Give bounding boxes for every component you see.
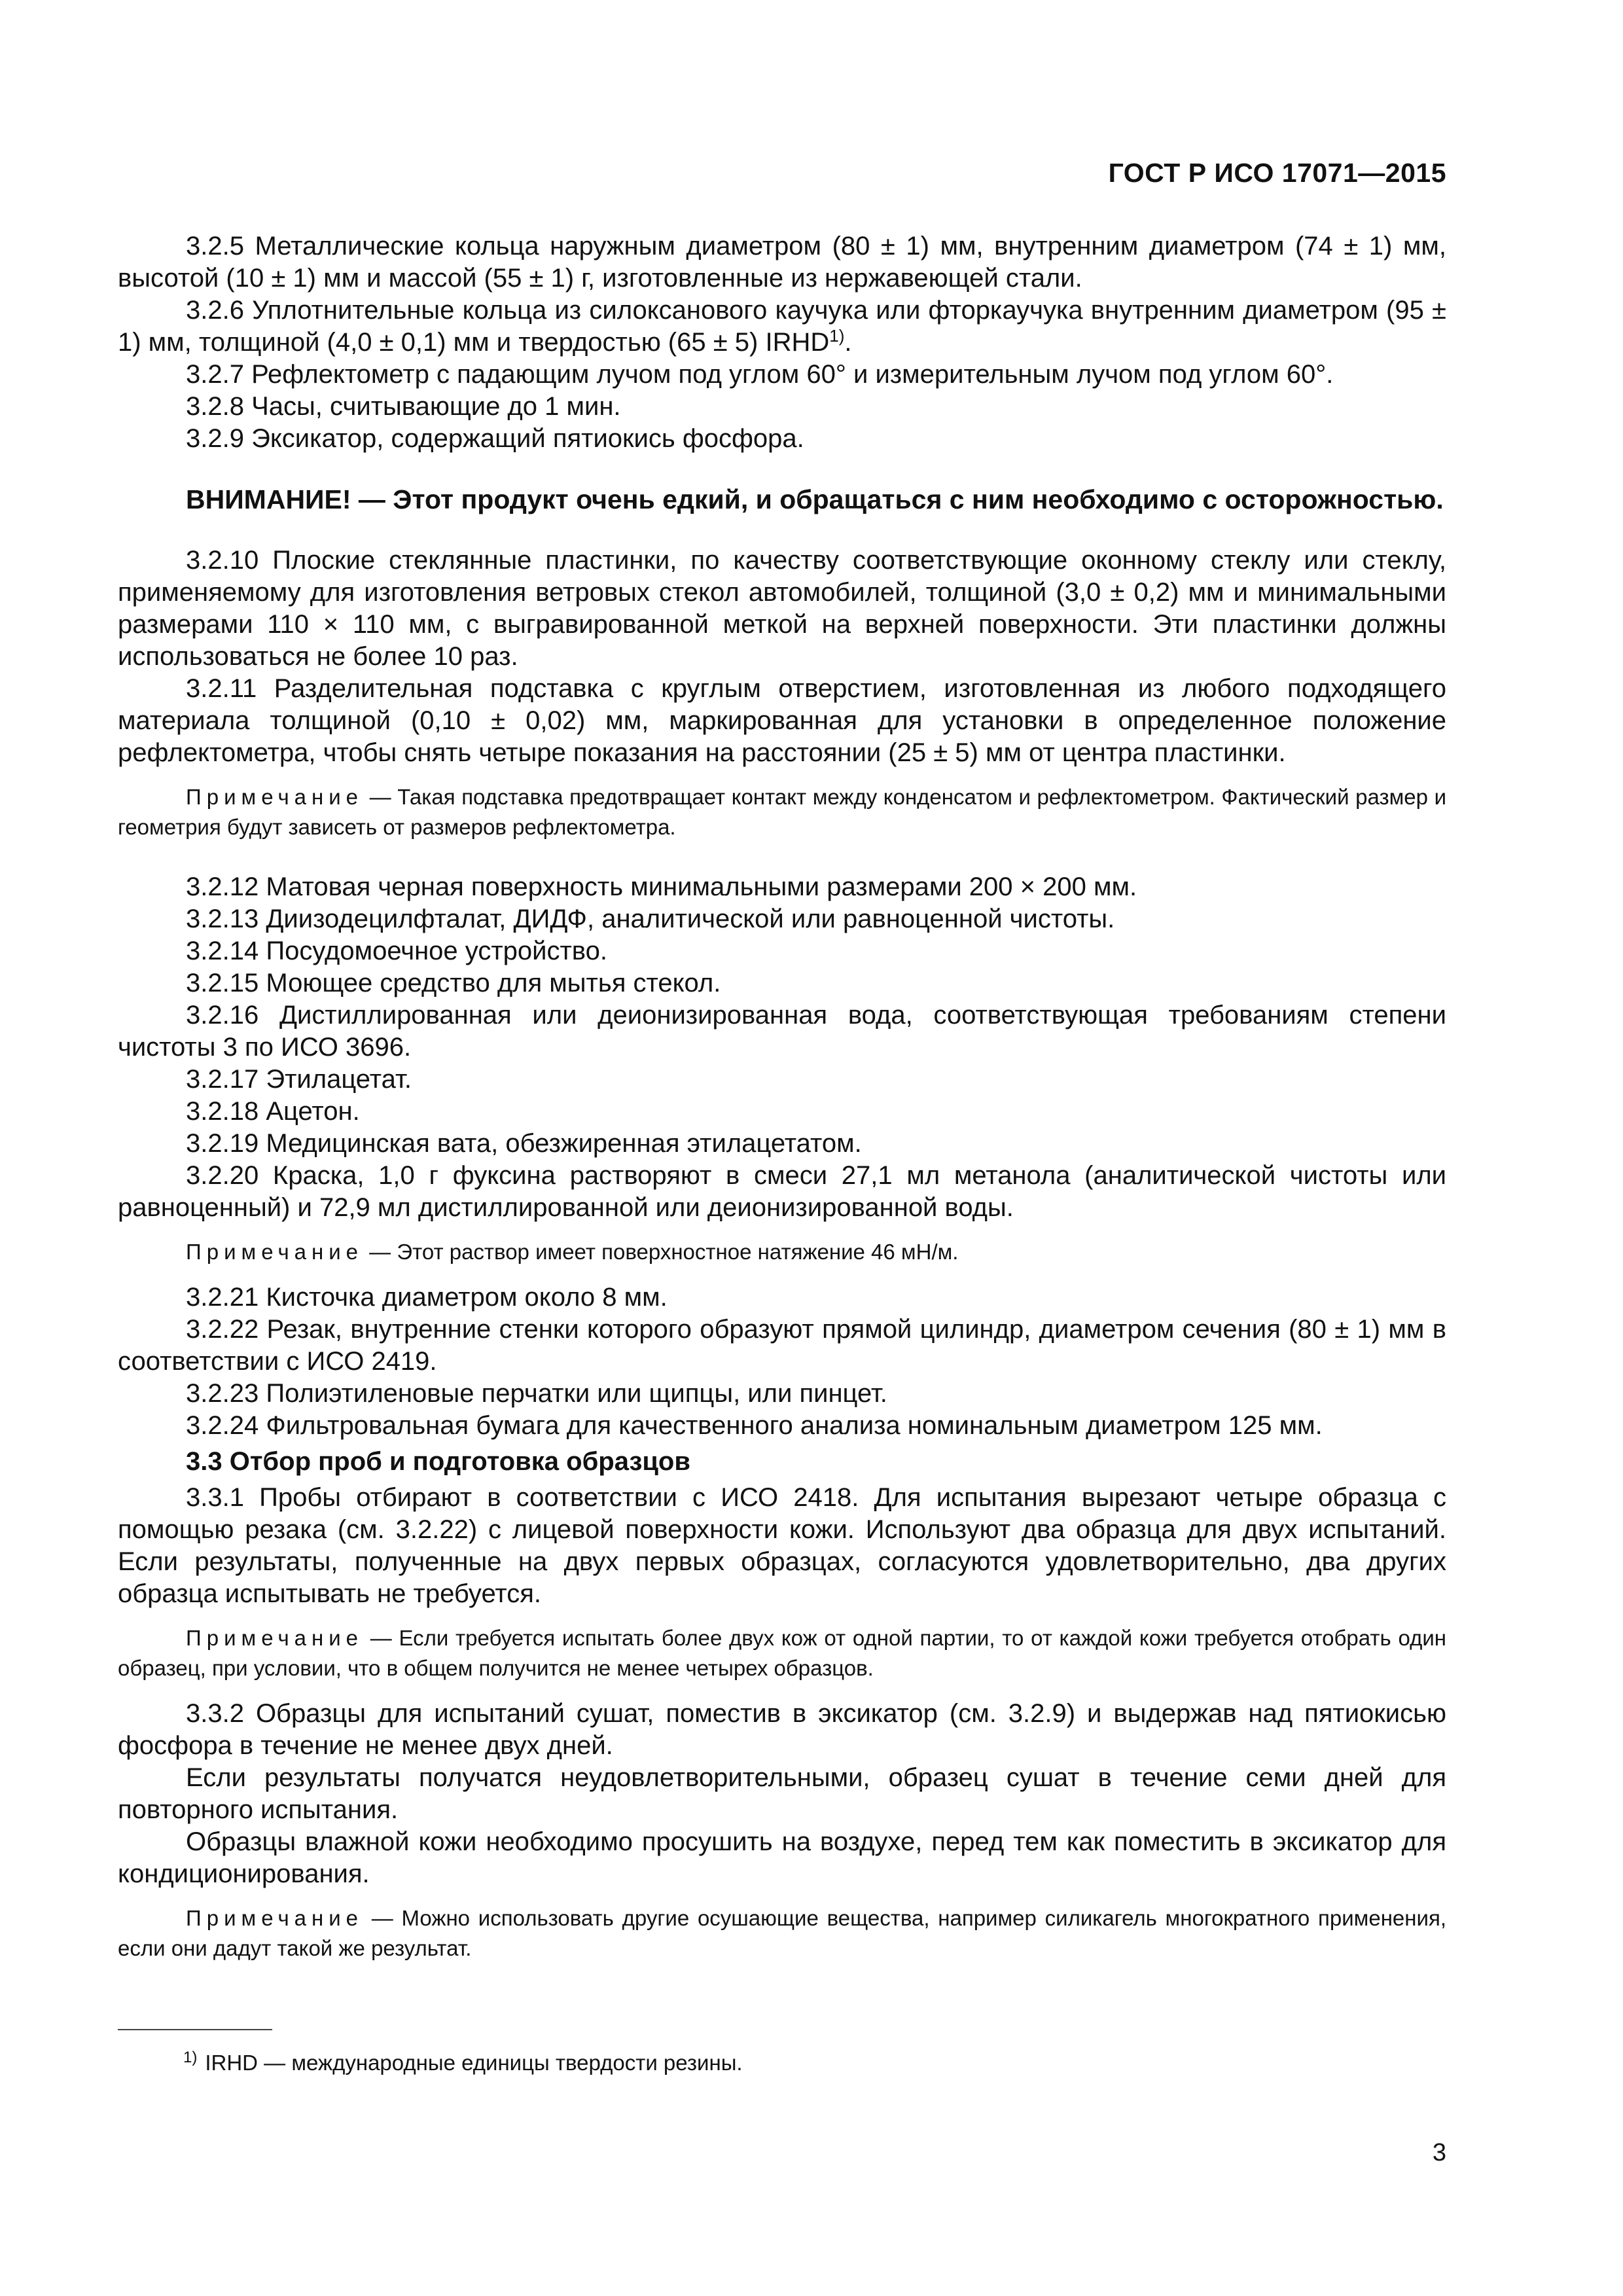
note-3 xyxy=(118,1623,1446,1683)
paragraph-3-2-22: 3.2.22 Резак, внутренние стенки которого образуют прямой цилиндр, диаметром сечения (80 ± 1) мм в соответствии с ИСО 2419. xyxy=(118,1315,1446,1376)
paragraph-3-3-1: 3.3.1 Пробы отбирают в соответствии с ИСО 2418. Для испытания вырезают четыре образца с помощью резака (см. 3.2.22) с лицевой поверхности кожи. Используют два образца для двух испытаний. Если результаты, полученные на двух первых образцах, согласуются удовлетворительно, два других образца испытывать не требуется. xyxy=(118,1483,1446,1608)
footnote xyxy=(183,2049,743,2077)
paragraph-3-3-2: 3.3.2 Образцы для испытаний сушат, поместив в эксикатор (см. 3.2.9) и выдержав над пятиокисью фосфора в течение не менее двух дней. xyxy=(118,1699,1446,1760)
warning-text: ВНИМАНИЕ! — Этот продукт очень едкий, и обращаться с ним необходимо с осторожностью. xyxy=(186,484,1444,514)
paragraph-3-2-5: 3.2.5 Металлические кольца наружным диаметром (80 ± 1) мм, внутренним диаметром (74 ± 1) мм, высотой (10 ± 1) мм и массой (55 ± 1) г, изготовленные из нержавеющей стали. xyxy=(118,232,1446,293)
paragraph-3-2-6: 3.2.6 Уплотнительные кольца из силоксанового каучука или фторкаучука внутренним диаметром (95 ± 1) мм, толщиной (4,0 ± 0,1) мм и твердостью (65 ± 5) IRHD$^{1)}$. xyxy=(118,296,1446,357)
footnote-divider xyxy=(118,2029,272,2030)
note-3-text: — Если требуется испытать более двух кож от одной партии, то от каждой кожи требуется отобрать один образец, при условии, что в общем получится не менее четырех образцов. xyxy=(118,1626,1446,1680)
paragraph-3-2-6-text: 3.2.6 Уплотнительные кольца из силоксанового каучука или фторкаучука внутренним диаметром (95 ± 1) мм, толщиной (4,0 ± 0,1) мм и твердостью (65 ± 5) IRHD xyxy=(118,296,1446,357)
paragraph-3-2-23: 3.2.23 Полиэтиленовые перчатки или щипцы, или пинцет. xyxy=(186,1379,887,1408)
paragraph-3-3-2-cont-1: Если результаты получатся неудовлетворительными, образец сушат в течение семи дней для повторного испытания. xyxy=(118,1763,1446,1824)
paragraph-3-2-17: 3.2.17 Этилацетат. xyxy=(186,1065,412,1094)
document-body xyxy=(118,230,1446,1978)
note-1 xyxy=(118,782,1446,842)
section-title-3-3: 3.3 Отбор проб и подготовка образцов xyxy=(186,1447,690,1476)
paragraph-3-2-14: 3.2.14 Посудомоечное устройство. xyxy=(186,937,607,965)
paragraph-3-2-19: 3.2.19 Медицинская вата, обезжиренная этилацетатом. xyxy=(186,1129,862,1158)
document-code-header: ГОСТ Р ИСО 17071—2015 xyxy=(1108,158,1446,188)
paragraph-3-2-8: 3.2.8 Часы, считывающие до 1 мин. xyxy=(186,392,621,421)
note-label: Примечание xyxy=(186,1240,364,1264)
paragraph-3-2-11: 3.2.11 Разделительная подставка с круглым отверстием, изготовленная из любого подходящего материала толщиной (0,10 ± 0,02) мм, маркированная для установки в определенное положение рефлектометра, чтобы снять четыре показания на расстоянии (25 ± 5) мм от центра пластинки. xyxy=(118,674,1446,767)
note-1-text: — Такая подставка предотвращает контакт между конденсатом и рефлектометром. Фактический размер и геометрия будут зависеть от размеров рефлектометра. xyxy=(118,785,1446,839)
page-number: 3 xyxy=(1432,2139,1446,2166)
paragraph-3-2-13: 3.2.13 Диизодецилфталат, ДИДФ, аналитической или равноценной чистоты. xyxy=(186,905,1115,933)
note-2-text: — Этот раствор имеет поверхностное натяжение 46 мН/м. xyxy=(363,1240,959,1264)
paragraph-3-2-24: 3.2.24 Фильтровальная бумага для качественного анализа номинальным диаметром 125 мм. xyxy=(186,1411,1323,1440)
footnote-reference: 1) xyxy=(829,326,845,346)
paragraph-3-2-10: 3.2.10 Плоские стеклянные пластинки, по качеству соответствующие оконному стеклу или стеклу, применяемому для изготовления ветровых стекол автомобилей, толщиной (3,0 ± 0,2) мм и минимальными размерами 110 × 110 мм, с выгравированной меткой на верхней поверхности. Эти пластинки должны использоваться не более 10 раз. xyxy=(118,546,1446,671)
footnote-mark: 1) xyxy=(183,2049,198,2066)
paragraph-3-2-18: 3.2.18 Ацетон. xyxy=(186,1097,360,1126)
note-label: Примечание xyxy=(186,1626,364,1650)
note-label: Примечание xyxy=(186,1906,364,1930)
paragraph-3-2-7: 3.2.7 Рефлектометр с падающим лучом под углом 60° и измерительным лучом под углом 60°. xyxy=(186,360,1334,389)
paragraph-3-2-9: 3.2.9 Эксикатор, содержащий пятиокись фосфора. xyxy=(186,424,804,453)
paragraph-3-2-15: 3.2.15 Моющее средство для мытья стекол. xyxy=(186,969,721,997)
note-4 xyxy=(118,1903,1446,1964)
paragraph-3-2-16: 3.2.16 Дистиллированная или деионизированная вода, соответствующая требованиям степени чистоты 3 по ИСО 3696. xyxy=(118,1001,1446,1062)
footnote-text: IRHD — международные единицы твердости резины. xyxy=(205,2051,743,2075)
paragraph-3-2-12: 3.2.12 Матовая черная поверхность минимальными размерами 200 × 200 мм. xyxy=(186,872,1137,901)
paragraph-3-2-21: 3.2.21 Кисточка диаметром около 8 мм. xyxy=(186,1283,668,1312)
note-label: Примечание xyxy=(186,785,364,809)
paragraph-3-2-20: 3.2.20 Краска, 1,0 г фуксина растворяют в смеси 27,1 мл метанола (аналитической чистоты или равноценный) и 72,9 мл дистиллированной или деионизированной воды. xyxy=(118,1161,1446,1222)
paragraph-3-3-2-cont-2: Образцы влажной кожи необходимо просушить на воздухе, перед тем как поместить в эксикатор для кондиционирования. xyxy=(118,1827,1446,1888)
note-4-text: — Можно использовать другие осушающие вещества, например силикагель многократного применения, если они дадут такой же результат. xyxy=(118,1906,1446,1960)
note-2 xyxy=(118,1237,1446,1267)
